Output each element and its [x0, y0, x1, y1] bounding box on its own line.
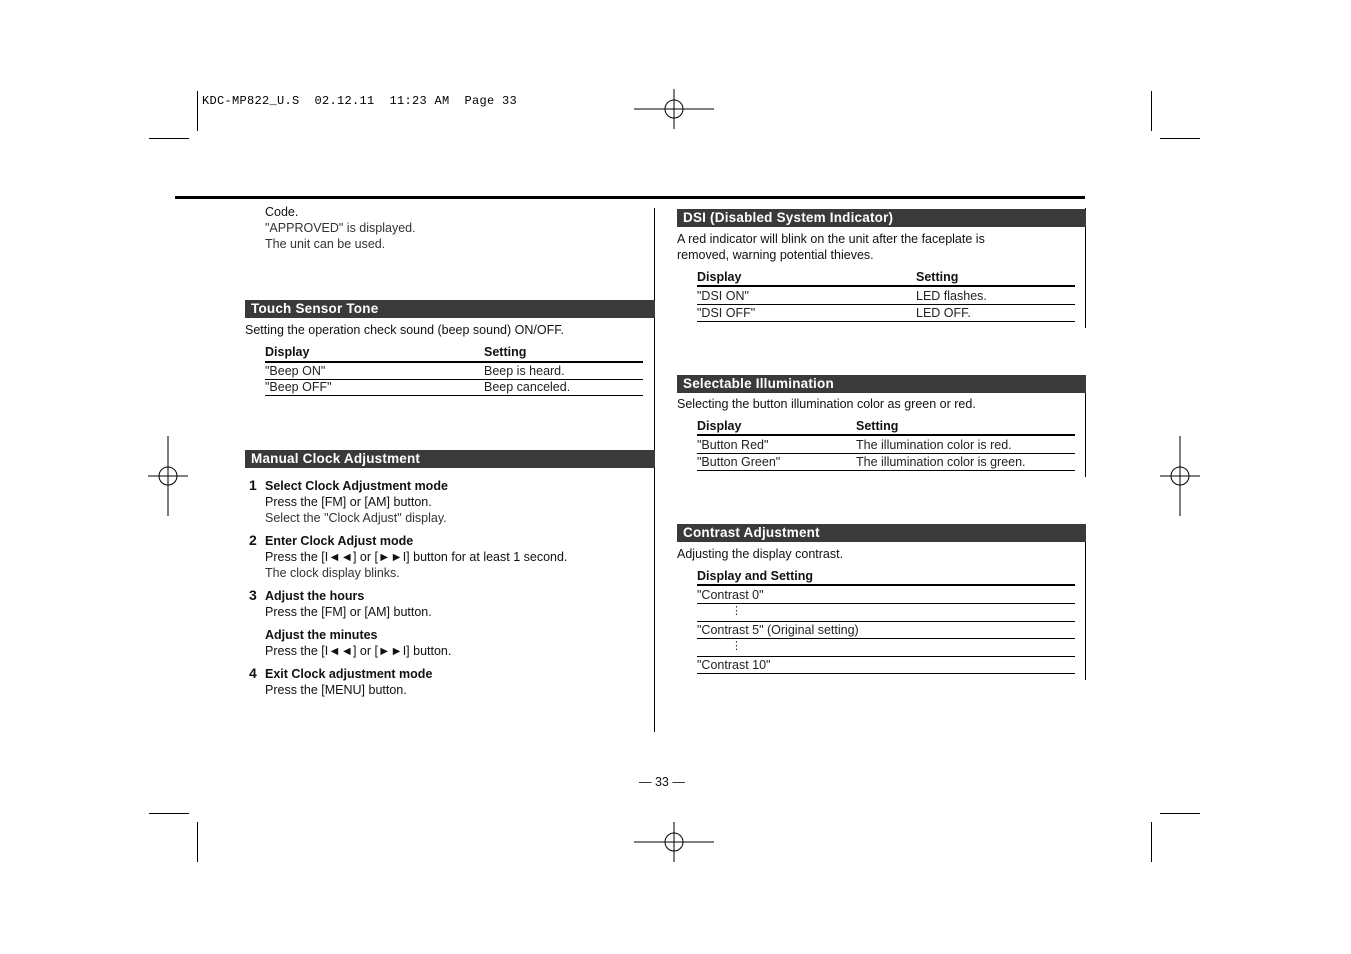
- intro-line: "APPROVED" is displayed.: [265, 221, 416, 235]
- table-cell: "Contrast 10": [697, 658, 771, 672]
- registration-mark-bottom-icon: [634, 822, 714, 862]
- section-title: Manual Clock Adjustment: [245, 450, 655, 468]
- section-title: Selectable Illumination: [677, 375, 1086, 393]
- section-description: Adjusting the display contrast.: [677, 547, 844, 561]
- registration-mark-right-icon: [1160, 436, 1200, 516]
- table-cell: "Beep OFF": [265, 380, 332, 394]
- ellipsis-cell: ⋮: [731, 640, 742, 652]
- step-note: The clock display blinks.: [265, 566, 400, 580]
- table-cell: "Beep ON": [265, 364, 326, 378]
- col-display-header: Display: [697, 419, 742, 433]
- table-cell: "Button Red": [697, 438, 769, 452]
- table-cell: LED flashes.: [916, 289, 987, 303]
- col-display-header: Display: [265, 345, 310, 359]
- section-description: A red indicator will blink on the unit after the faceplate is: [677, 232, 985, 246]
- section-title: DSI (Disabled System Indicator): [677, 209, 1086, 227]
- registration-mark-left-icon: [148, 436, 188, 516]
- step-text: Press the [FM] or [AM] button.: [265, 605, 432, 619]
- col-setting-header: Setting: [856, 419, 899, 433]
- step-title: Enter Clock Adjust mode: [265, 534, 414, 548]
- table-cell: "Contrast 0": [697, 588, 764, 602]
- intro-line: The unit can be used.: [265, 237, 386, 251]
- col-setting-header: Setting: [484, 345, 527, 359]
- step-number: 2: [249, 532, 257, 548]
- step-number: 1: [249, 477, 257, 493]
- table-cell: The illumination color is red.: [856, 438, 1012, 452]
- table-cell: "DSI ON": [697, 289, 749, 303]
- table-cell: LED OFF.: [916, 306, 971, 320]
- step-title: Exit Clock adjustment mode: [265, 667, 433, 681]
- contrast-right-rule: [1085, 524, 1086, 680]
- section-description: removed, warning potential thieves.: [677, 248, 874, 262]
- step-title: Adjust the hours: [265, 589, 365, 603]
- step-title: Select Clock Adjustment mode: [265, 479, 448, 493]
- step-text: Press the [FM] or [AM] button.: [265, 495, 432, 509]
- ellipsis-cell: ⋮: [731, 605, 742, 617]
- print-header: KDC-MP822_U.S 02.12.11 11:23 AM Page 33: [202, 94, 518, 108]
- page-number: — 33 —: [639, 775, 685, 789]
- table-cell: "Contrast 5" (Original setting): [697, 623, 859, 637]
- registration-mark-top-icon: [634, 89, 714, 129]
- table-cell: Beep is heard.: [484, 364, 565, 378]
- step-text: Press the [I◄◄] or [►►I] button.: [265, 644, 452, 658]
- col-setting-header: Setting: [916, 270, 959, 284]
- top-rule: [175, 196, 1085, 199]
- table-cell: "DSI OFF": [697, 306, 756, 320]
- step-title: Adjust the minutes: [265, 628, 378, 642]
- column-divider: [654, 208, 655, 732]
- table-cell: "Button Green": [697, 455, 781, 469]
- step-number: 3: [249, 587, 257, 603]
- intro-line: Code.: [265, 205, 299, 219]
- col-display-header: Display: [697, 270, 742, 284]
- table-cell: Beep canceled.: [484, 380, 571, 394]
- section-title: Touch Sensor Tone: [245, 300, 655, 318]
- section-description: Selecting the button illumination color as green or red.: [677, 397, 976, 411]
- table-cell: The illumination color is green.: [856, 455, 1026, 469]
- step-text: Press the [MENU] button.: [265, 683, 407, 697]
- section-description: Setting the operation check sound (beep sound) ON/OFF.: [245, 323, 564, 337]
- step-number: 4: [249, 665, 257, 681]
- col-header: Display and Setting: [697, 569, 813, 583]
- section-title: Contrast Adjustment: [677, 524, 1086, 542]
- step-text: Press the [I◄◄] or [►►I] button for at least 1 second.: [265, 550, 568, 564]
- step-note: Select the "Clock Adjust" display.: [265, 511, 447, 525]
